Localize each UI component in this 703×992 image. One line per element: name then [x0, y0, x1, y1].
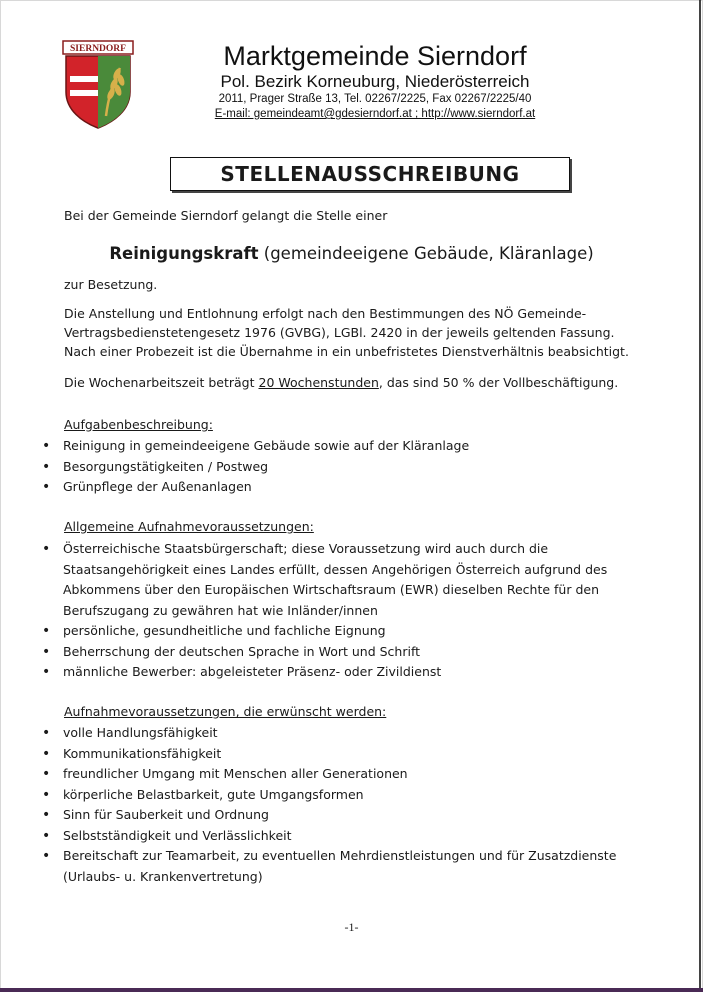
address-line: 2011, Prager Straße 13, Tel. 02267/2225, Fax 02267/2225/40: [218, 93, 532, 105]
section-title-tasks: Aufgabenbeschreibung:: [64, 417, 213, 432]
list-item: • volle Handlungsfähigkeit: [42, 723, 662, 744]
list-item: • Kommunikationsfähigkeit: [42, 744, 662, 765]
bottom-border: [0, 988, 703, 992]
hours-prefix: Die Wochenarbeitszeit beträgt: [64, 375, 259, 390]
list-item: • Grünpflege der Außenanlagen: [42, 477, 662, 498]
hours-value: 20 Wochenstunden: [258, 375, 379, 390]
crest-label: SIERNDORF: [70, 44, 126, 54]
position-title: [0, 243, 703, 265]
heading-box: [170, 157, 570, 191]
list-item: • Reinigung in gemeindeeigene Gebäude sowie auf der Kläranlage: [42, 436, 662, 457]
working-hours-text: [64, 373, 664, 393]
list-item: • Beherrschung der deutschen Sprache in Wort und Schrift: [42, 642, 662, 663]
position-name: Reinigungskraft: [109, 244, 259, 263]
desired-list: [42, 723, 662, 887]
municipality-title: Marktgemeinde Sierndorf: [223, 41, 527, 71]
list-item: • Besorgungstätigkeiten / Postweg: [42, 457, 662, 478]
list-item: • männliche Bewerber: abgeleisteter Präsenz- oder Zivildienst: [42, 662, 662, 683]
letterhead: [175, 40, 575, 121]
section-title-desired: Aufnahmevoraussetzungen, die erwünscht werden:: [64, 704, 387, 719]
list-item: • Österreichische Staatsbürgerschaft; diese Voraussetzung wird auch durch die Staatsangehörigkeit eines Landes erfüllt, dessen Angehörigen Österreich aufgrund des Abkommens über den Europäischen Wirtschaftsraum (EWR) dieselben Rechte für den Berufszugang zu gewähren hat wie Inländer/innen: [42, 539, 662, 621]
employment-line: Vertragsbedienstetengesetz 1976 (GVBG), LGBl. 2420 in der jeweils geltenden Fassung.: [64, 325, 615, 340]
list-item: • freundlicher Umgang mit Menschen aller Generationen: [42, 764, 662, 785]
employment-line: Die Anstellung und Entlohnung erfolgt nach den Bestimmungen des NÖ Gemeinde-: [64, 306, 587, 321]
contact-line[interactable]: E-mail: gemeindeamt@gdesierndorf.at ; http://www.sierndorf.at: [214, 108, 536, 120]
occupation-text: zur Besetzung.: [64, 277, 158, 292]
list-item: • Selbstständigkeit und Verlässlichkeit: [42, 826, 662, 847]
document-heading: STELLENAUSSCHREIBUNG: [220, 162, 520, 186]
list-item: • persönliche, gesundheitliche und fachliche Eignung: [42, 621, 662, 642]
hours-suffix: , das sind 50 % der Vollbeschäftigung.: [378, 375, 619, 390]
page-number: -1-: [344, 920, 359, 934]
municipal-crest-logo: [62, 40, 134, 130]
page-edge: [699, 0, 701, 988]
section-title-requirements: Allgemeine Aufnahmevoraussetzungen:: [64, 519, 314, 534]
list-item: • Sinn für Sauberkeit und Ordnung: [42, 805, 662, 826]
employment-paragraph: [64, 304, 664, 361]
list-item: • körperliche Belastbarkeit, gute Umgangsformen: [42, 785, 662, 806]
list-item: • Bereitschaft zur Teamarbeit, zu eventuellen Mehrdienstleistungen und für Zusatzdienste (Urlaubs- u. Krankenvertretung): [42, 846, 662, 887]
position-detail: (gemeindeeigene Gebäude, Kläranlage): [258, 244, 594, 263]
employment-line: Nach einer Probezeit ist die Übernahme in ein unbefristetes Dienstverhältnis beabsichtigt.: [64, 344, 629, 359]
intro-text: Bei der Gemeinde Sierndorf gelangt die Stelle einer: [64, 208, 388, 223]
requirements-list: [42, 539, 662, 683]
tasks-list: [42, 436, 662, 498]
district-line: Pol. Bezirk Korneuburg, Niederösterreich: [220, 72, 530, 91]
